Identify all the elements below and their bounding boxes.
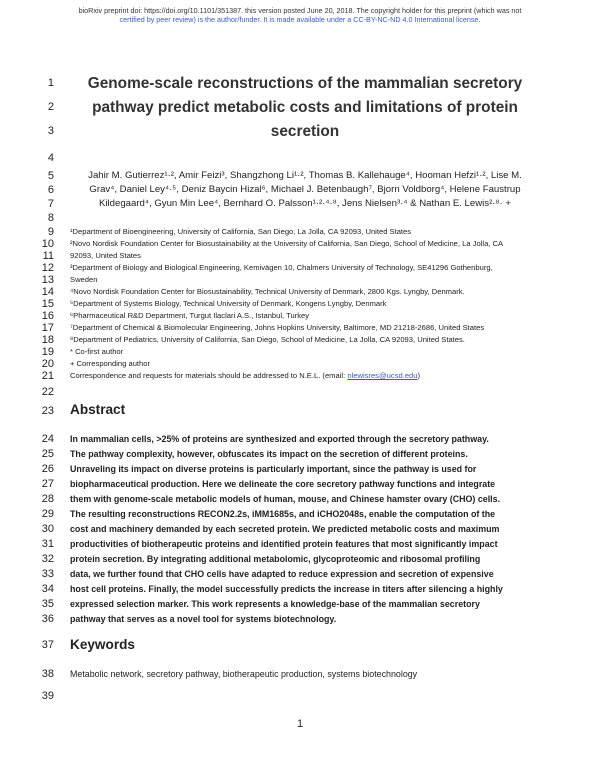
line-number: 7 [47,198,54,210]
authors-line-2: Grav⁴, Daniel Ley⁴·⁵, Deniz Baycin Hizal⁶, Michael J. Betenbaugh⁷, Bjorn Voldborg⁴, Helene Faustrup [89,184,521,195]
page-number: 1 [296,718,304,730]
correspondence-email-link[interactable]: nlewisres@ucsd.edu [347,371,418,380]
line-number: 20 [41,358,54,370]
line-number: 32 [41,553,54,565]
abstract-line: biopharmaceutical production. Here we delineate the core secretory pathway functions and integrate [70,479,496,489]
line-number: 34 [41,583,54,595]
authors-line-3: Kildegaard⁴, Gyun Min Lee⁴, Bernhard O. Palsson¹·²·⁴·⁸, Jens Nielsen³·⁴ & Nathan E. Lewis²·⁸· + [99,198,511,209]
abstract-line: pathway that serves as a novel tool for systems biotechnology. [70,614,337,624]
line-number: 16 [41,310,54,322]
line-number: 29 [41,508,54,520]
line-number: 37 [41,639,54,651]
line-number: 38 [41,668,54,680]
line-number: 31 [41,538,54,550]
correspondence-prefix: Correspondence and requests for materials should be addressed to N.E.L. (email: [70,371,348,380]
line-number: 3 [47,125,54,137]
line-number: 19 [41,346,54,358]
abstract-line: protein secretion. By integrating additional metabolomic, glycoproteomic and ribosomal profiling [70,554,481,564]
abstract-line: The pathway complexity, however, obfuscates its impact on the secretion of different proteins. [70,449,468,459]
abstract-heading: Abstract [70,402,126,417]
keywords-heading: Keywords [70,637,135,652]
preprint-notice-line-2[interactable]: certified by peer review) is the author/funder. It is made available under a CC-BY-NC-ND 4.0 International license. [119,15,481,24]
preprint-notice-line-1: bioRxiv preprint doi: https://doi.org/10.1101/351387. this version posted June 20, 2018. The copyright holder for this preprint (which was not [78,6,522,15]
line-number: 25 [41,448,54,460]
line-number: 27 [41,478,54,490]
affiliation: ³Department of Biology and Biological Engineering, Kemivägen 10, Chalmers University of Technology, SE41296 Gothenburg, [70,263,493,272]
line-number: 13 [41,274,54,286]
preprint-notice [40,6,560,24]
correspondence-line [70,370,420,382]
affiliation: ⁵Department of Systems Biology, Technical University of Denmark, Kongens Lyngby, Denmark [70,299,387,308]
affiliation: Sweden [70,275,98,284]
authors-line-1: Jahir M. Gutierrez¹·², Amir Feizi³, Shangzhong Li¹·², Thomas B. Kallehauge⁴, Hooman Hefzi¹·², Lise M. [88,170,522,181]
line-number: 2 [47,101,54,113]
line-number: 4 [47,152,54,164]
abstract-line: host cell proteins. Finally, the model successfully predicts the increase in titers after silencing a highly [70,584,503,594]
line-number: 6 [47,184,54,196]
correspondence-suffix: ) [417,371,421,380]
affiliation: ¹Department of Bioengineering, University of California, San Diego, La Jolla, CA 92093, United States [70,227,412,236]
title-line-2: pathway predict metabolic costs and limitations of protein [92,99,518,116]
line-number: 5 [47,170,54,182]
abstract-line: The resulting reconstructions RECON2.2s, iMM1685s, and iCHO2048s, enable the computation of the [70,509,496,519]
line-number: 9 [47,226,54,238]
line-number: 18 [41,334,54,346]
abstract-line: productivities of biotherapeutic proteins and identified protein features that most significantly impact [70,539,498,549]
line-number: 33 [41,568,54,580]
line-number: 28 [41,493,54,505]
co-first-author-note: * Co-first author [70,347,124,356]
affiliation: ⁶Pharmaceutical R&D Department, Turgut Ilaclari A.S., Istanbul, Turkey [70,311,310,320]
line-number: 15 [41,298,54,310]
abstract-line: cost and machinery demanded by each secreted protein. We predicted metabolic costs and maximum [70,524,500,534]
line-number: 22 [41,386,54,398]
line-number: 12 [41,262,54,274]
line-number: 35 [41,598,54,610]
line-number: 17 [41,322,54,334]
line-number: 8 [47,212,54,224]
abstract-line: data, we further found that CHO cells have adapted to reduce expression and secretion of expensive [70,569,494,579]
line-number: 26 [41,463,54,475]
affiliation: ⁷Department of Chemical & Biomolecular Engineering, Johns Hopkins University, Baltimore, MD 21218-2686, United States [70,323,485,332]
abstract-line: expressed selection marker. This work represents a knowledge-base of the mammalian secretory [70,599,480,609]
line-number: 23 [41,405,54,417]
affiliation: ⁴Novo Nordisk Foundation Center for Biosustainability, Technical University of Denmark, 2800 Kgs. Lyngby, Denmark. [70,287,465,296]
abstract-line: Unraveling its impact on diverse proteins is particularly important, since the pathway is used for [70,464,477,474]
affiliation: ⁸Department of Pediatrics, University of California, San Diego, School of Medicine, La Jolla, CA 92093, United States. [70,335,465,344]
line-number: 11 [42,250,54,262]
abstract-line: In mammalian cells, >25% of proteins are synthesized and exported through the secretory pathway. [70,434,489,444]
title-line-3: secretion [270,123,340,140]
affiliation: 92093, United States [70,251,141,260]
affiliation: ²Novo Nordisk Foundation Center for Biosustainability at the University of California, San Diego, School of Medicine, La Jolla, CA [70,239,504,248]
corresponding-author-note: + Corresponding author [70,359,150,368]
abstract-line: them with genome-scale metabolic models of human, mouse, and Chinese hamster ovary (CHO) cells. [70,494,501,504]
line-number: 30 [41,523,54,535]
line-number: 14 [41,286,54,298]
line-number: 24 [41,433,54,445]
title-line-1: Genome-scale reconstructions of the mammalian secretory [87,75,523,92]
line-number: 21 [41,370,54,382]
keywords-text: Metabolic network, secretory pathway, biotherapeutic production, systems biotechnology [70,669,418,679]
line-number: 36 [41,613,54,625]
line-number: 1 [47,77,54,89]
line-number: 39 [41,690,54,702]
line-number: 10 [41,238,54,250]
